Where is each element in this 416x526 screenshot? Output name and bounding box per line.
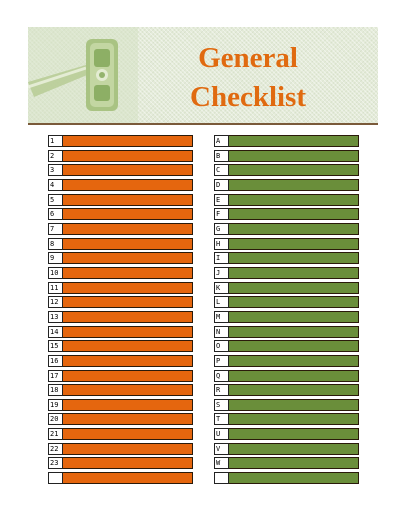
lettered-item-entry-field[interactable] [229, 413, 359, 425]
lettered-checklist-column [214, 135, 359, 487]
lettered-item-row[interactable] [214, 267, 359, 280]
numbered-item-label-box: 10 [48, 267, 63, 279]
numbered-item-label-box: 6 [48, 208, 63, 220]
lettered-item-row[interactable] [214, 428, 359, 441]
numbered-item-entry-field[interactable] [63, 413, 193, 425]
lettered-item-row[interactable] [214, 384, 359, 397]
numbered-item-entry-field[interactable] [63, 223, 193, 235]
lettered-item-entry-field[interactable] [229, 472, 359, 484]
numbered-item-row[interactable] [48, 135, 193, 148]
numbered-item-entry-field[interactable] [63, 355, 193, 367]
lettered-item-row[interactable] [214, 413, 359, 426]
numbered-item-row[interactable] [48, 311, 193, 324]
lettered-item-label-box [214, 472, 229, 484]
lettered-item-row[interactable] [214, 164, 359, 177]
lettered-item-label-box: J [214, 267, 229, 279]
numbered-item-row[interactable] [48, 443, 193, 456]
lettered-item-label-box: L [214, 296, 229, 308]
numbered-item-entry-field[interactable] [63, 179, 193, 191]
lettered-item-label-box: E [214, 194, 229, 206]
lettered-item-row[interactable] [214, 223, 359, 236]
numbered-item-entry-field[interactable] [63, 457, 193, 469]
lettered-item-entry-field[interactable] [229, 223, 359, 235]
lettered-item-label-box: P [214, 355, 229, 367]
numbered-item-row[interactable] [48, 457, 193, 470]
numbered-item-label-box: 4 [48, 179, 63, 191]
numbered-item-label-box: 20 [48, 413, 63, 425]
numbered-item-entry-field[interactable] [63, 267, 193, 279]
lettered-item-row[interactable] [214, 472, 359, 485]
numbered-item-label-box: 14 [48, 326, 63, 338]
numbered-item-label-box: 11 [48, 282, 63, 294]
lettered-item-row[interactable] [214, 399, 359, 412]
lettered-item-entry-field[interactable] [229, 208, 359, 220]
lettered-item-entry-field[interactable] [229, 384, 359, 396]
lettered-item-entry-field[interactable] [229, 267, 359, 279]
lettered-item-row[interactable] [214, 238, 359, 251]
vacuum-cleaner-icon [28, 27, 138, 124]
lettered-item-entry-field[interactable] [229, 135, 359, 147]
numbered-checklist-column [48, 135, 193, 487]
lettered-item-label-box: F [214, 208, 229, 220]
lettered-item-row[interactable] [214, 194, 359, 207]
numbered-item-row[interactable] [48, 267, 193, 280]
numbered-item-label-box: 22 [48, 443, 63, 455]
numbered-item-entry-field[interactable] [63, 472, 193, 484]
title-line-1: General [198, 42, 298, 74]
header-banner [28, 27, 378, 124]
title-line-2: Checklist [190, 81, 306, 113]
lettered-item-row[interactable] [214, 150, 359, 163]
numbered-item-row[interactable] [48, 428, 193, 441]
numbered-item-row[interactable] [48, 413, 193, 426]
lettered-item-label-box: K [214, 282, 229, 294]
numbered-item-entry-field[interactable] [63, 296, 193, 308]
lettered-item-row[interactable] [214, 370, 359, 383]
lettered-item-row[interactable] [214, 135, 359, 148]
lettered-item-entry-field[interactable] [229, 179, 359, 191]
numbered-item-row[interactable] [48, 223, 193, 236]
numbered-item-row[interactable] [48, 472, 193, 485]
numbered-item-row[interactable] [48, 238, 193, 251]
lettered-item-entry-field[interactable] [229, 282, 359, 294]
numbered-item-label-box: 19 [48, 399, 63, 411]
lettered-item-label-box: D [214, 179, 229, 191]
lettered-item-entry-field[interactable] [229, 252, 359, 264]
numbered-item-entry-field[interactable] [63, 370, 193, 382]
numbered-item-row[interactable] [48, 370, 193, 383]
numbered-item-label-box: 15 [48, 340, 63, 352]
numbered-item-entry-field[interactable] [63, 326, 193, 338]
lettered-item-label-box: M [214, 311, 229, 323]
numbered-item-entry-field[interactable] [63, 282, 193, 294]
lettered-item-row[interactable] [214, 355, 359, 368]
lettered-item-label-box: B [214, 150, 229, 162]
numbered-item-label-box: 5 [48, 194, 63, 206]
lettered-item-label-box: R [214, 384, 229, 396]
lettered-item-row[interactable] [214, 326, 359, 339]
lettered-item-label-box: V [214, 443, 229, 455]
lettered-item-label-box: I [214, 252, 229, 264]
lettered-item-entry-field[interactable] [229, 150, 359, 162]
numbered-item-label-box: 13 [48, 311, 63, 323]
lettered-item-entry-field[interactable] [229, 311, 359, 323]
numbered-item-row[interactable] [48, 208, 193, 221]
numbered-item-row[interactable] [48, 282, 193, 295]
numbered-item-entry-field[interactable] [63, 238, 193, 250]
lettered-item-label-box: S [214, 399, 229, 411]
lettered-item-entry-field[interactable] [229, 428, 359, 440]
lettered-item-entry-field[interactable] [229, 296, 359, 308]
lettered-item-label-box: T [214, 413, 229, 425]
lettered-item-row[interactable] [214, 296, 359, 309]
lettered-item-entry-field[interactable] [229, 164, 359, 176]
numbered-item-row[interactable] [48, 194, 193, 207]
numbered-item-label-box: 23 [48, 457, 63, 469]
header-divider [28, 123, 378, 125]
numbered-item-row[interactable] [48, 296, 193, 309]
lettered-item-entry-field[interactable] [229, 355, 359, 367]
numbered-item-label-box [48, 472, 63, 484]
numbered-item-label-box: 1 [48, 135, 63, 147]
numbered-item-entry-field[interactable] [63, 384, 193, 396]
numbered-item-row[interactable] [48, 179, 193, 192]
numbered-item-label-box: 12 [48, 296, 63, 308]
numbered-item-label-box: 18 [48, 384, 63, 396]
lettered-item-row[interactable] [214, 179, 359, 192]
numbered-item-label-box: 21 [48, 428, 63, 440]
numbered-item-entry-field[interactable] [63, 311, 193, 323]
lettered-item-label-box: Q [214, 370, 229, 382]
lettered-item-label-box: O [214, 340, 229, 352]
lettered-item-entry-field[interactable] [229, 443, 359, 455]
lettered-item-row[interactable] [214, 282, 359, 295]
numbered-item-entry-field[interactable] [63, 428, 193, 440]
numbered-item-label-box: 3 [48, 164, 63, 176]
lettered-item-entry-field[interactable] [229, 457, 359, 469]
numbered-item-label-box: 17 [48, 370, 63, 382]
numbered-item-row[interactable] [48, 164, 193, 177]
lettered-item-entry-field[interactable] [229, 238, 359, 250]
numbered-item-row[interactable] [48, 384, 193, 397]
lettered-item-label-box: A [214, 135, 229, 147]
lettered-item-label-box: G [214, 223, 229, 235]
lettered-item-label-box: C [214, 164, 229, 176]
lettered-item-entry-field[interactable] [229, 326, 359, 338]
numbered-item-row[interactable] [48, 252, 193, 265]
numbered-item-entry-field[interactable] [63, 399, 193, 411]
numbered-item-label-box: 7 [48, 223, 63, 235]
numbered-item-row[interactable] [48, 399, 193, 412]
lettered-item-row[interactable] [214, 443, 359, 456]
lettered-item-label-box: H [214, 238, 229, 250]
numbered-item-entry-field[interactable] [63, 340, 193, 352]
lettered-item-row[interactable] [214, 340, 359, 353]
lettered-item-row[interactable] [214, 252, 359, 265]
numbered-item-entry-field[interactable] [63, 135, 193, 147]
numbered-item-label-box: 16 [48, 355, 63, 367]
numbered-item-entry-field[interactable] [63, 252, 193, 264]
lettered-item-row[interactable] [214, 457, 359, 470]
numbered-item-entry-field[interactable] [63, 443, 193, 455]
numbered-item-row[interactable] [48, 150, 193, 163]
numbered-item-row[interactable] [48, 340, 193, 353]
lettered-item-entry-field[interactable] [229, 194, 359, 206]
numbered-item-row[interactable] [48, 355, 193, 368]
numbered-item-entry-field[interactable] [63, 194, 193, 206]
page-title [158, 39, 338, 117]
lettered-item-label-box: N [214, 326, 229, 338]
numbered-item-row[interactable] [48, 326, 193, 339]
numbered-item-label-box: 9 [48, 252, 63, 264]
lettered-item-row[interactable] [214, 208, 359, 221]
numbered-item-entry-field[interactable] [63, 164, 193, 176]
lettered-item-entry-field[interactable] [229, 370, 359, 382]
lettered-item-entry-field[interactable] [229, 399, 359, 411]
lettered-item-label-box: W [214, 457, 229, 469]
lettered-item-row[interactable] [214, 311, 359, 324]
numbered-item-label-box: 2 [48, 150, 63, 162]
numbered-item-entry-field[interactable] [63, 208, 193, 220]
lettered-item-label-box: U [214, 428, 229, 440]
numbered-item-entry-field[interactable] [63, 150, 193, 162]
numbered-item-label-box: 8 [48, 238, 63, 250]
lettered-item-entry-field[interactable] [229, 340, 359, 352]
